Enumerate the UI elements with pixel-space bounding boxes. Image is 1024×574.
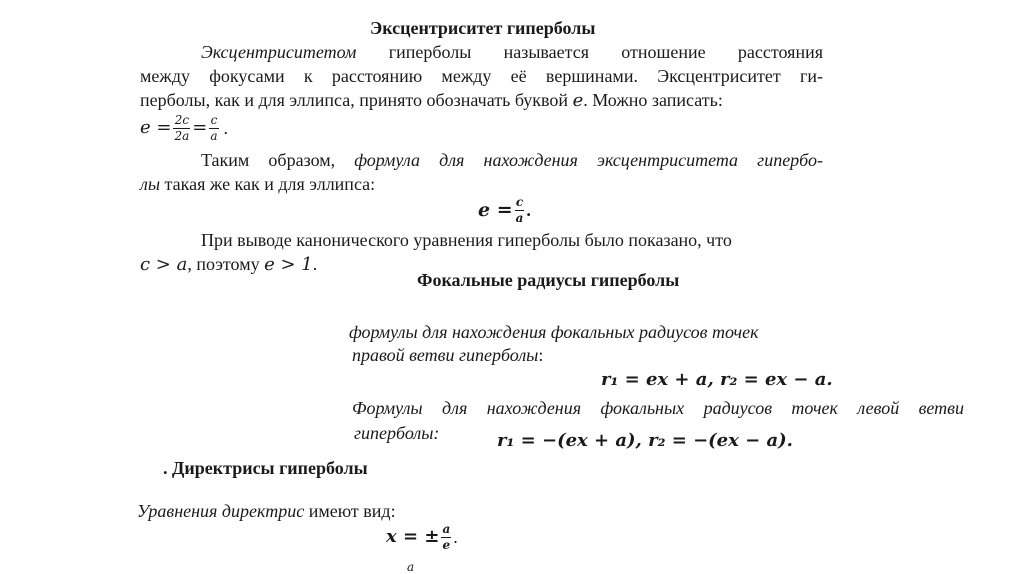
paragraph-1-line-2: между фокусами к расстоянию между её вершинами. Эксцентриситет ги- <box>140 66 823 86</box>
fraction-c-a-bold: $\frac{c}{a}$ <box>515 194 524 225</box>
right-branch-label-line-1: формулы для нахождения фокальных радиусов точек <box>349 322 759 342</box>
fraction-c-a: $\frac{c}{a}$ <box>210 112 218 143</box>
directrix-intro: Уравнения директрис имеют вид: <box>137 501 396 521</box>
paragraph-1-line-1: Эксцентриситетом гиперболы называется отношение расстояния <box>201 42 823 62</box>
paragraph-3-line-1: При выводе канонического уравнения гиперболы было показано, что <box>201 230 732 250</box>
section-title-eccentricity: Эксцентриситет гиперболы <box>370 18 596 38</box>
right-branch-label-line-2: правой ветви гиперболы: <box>352 345 544 365</box>
paragraph-1-line-3: перболы, как и для эллипса, принято обозначать буквой e. Можно записать: <box>140 90 723 111</box>
formula-directrix: x = ± $\frac{a}{e}$ . <box>386 521 458 552</box>
fraction-2c-2a: $\frac{2c}{2a}$ <box>174 112 190 143</box>
paragraph-3-line-2: c > a, поэтому e > 1. <box>140 254 318 275</box>
formula-right-branch-radii: r₁ = ex + a, r₂ = ex − a. <box>601 369 833 390</box>
fraction-a-e: $\frac{a}{e}$ <box>442 521 451 552</box>
section-title-directrices: . Директрисы гиперболы <box>163 458 368 478</box>
formula-eccentricity-derivation: e = $\frac{2c}{2a}$ = $\frac{c}{a}$ . <box>140 112 229 143</box>
cutoff-glyph: a <box>407 560 415 574</box>
left-branch-label-line-1: Формулы для нахождения фокальных радиусов точек левой ветви <box>352 398 964 418</box>
formula-left-branch-radii: r₁ = −(ex + a), r₂ = −(ex − a). <box>497 430 793 451</box>
paragraph-2-line-1: Таким образом, формула для нахождения эксцентриситета гипербо- <box>201 150 823 170</box>
paragraph-2-line-2: лы такая же как и для эллипса: <box>140 174 376 194</box>
term-eccentricity: Эксцентриситетом <box>201 42 357 62</box>
section-title-focal-radii: Фокальные радиусы гиперболы <box>417 270 680 290</box>
left-branch-label-line-2: гиперболы: <box>354 423 440 443</box>
formula-eccentricity: e = $\frac{c}{a}$ . <box>478 194 531 225</box>
